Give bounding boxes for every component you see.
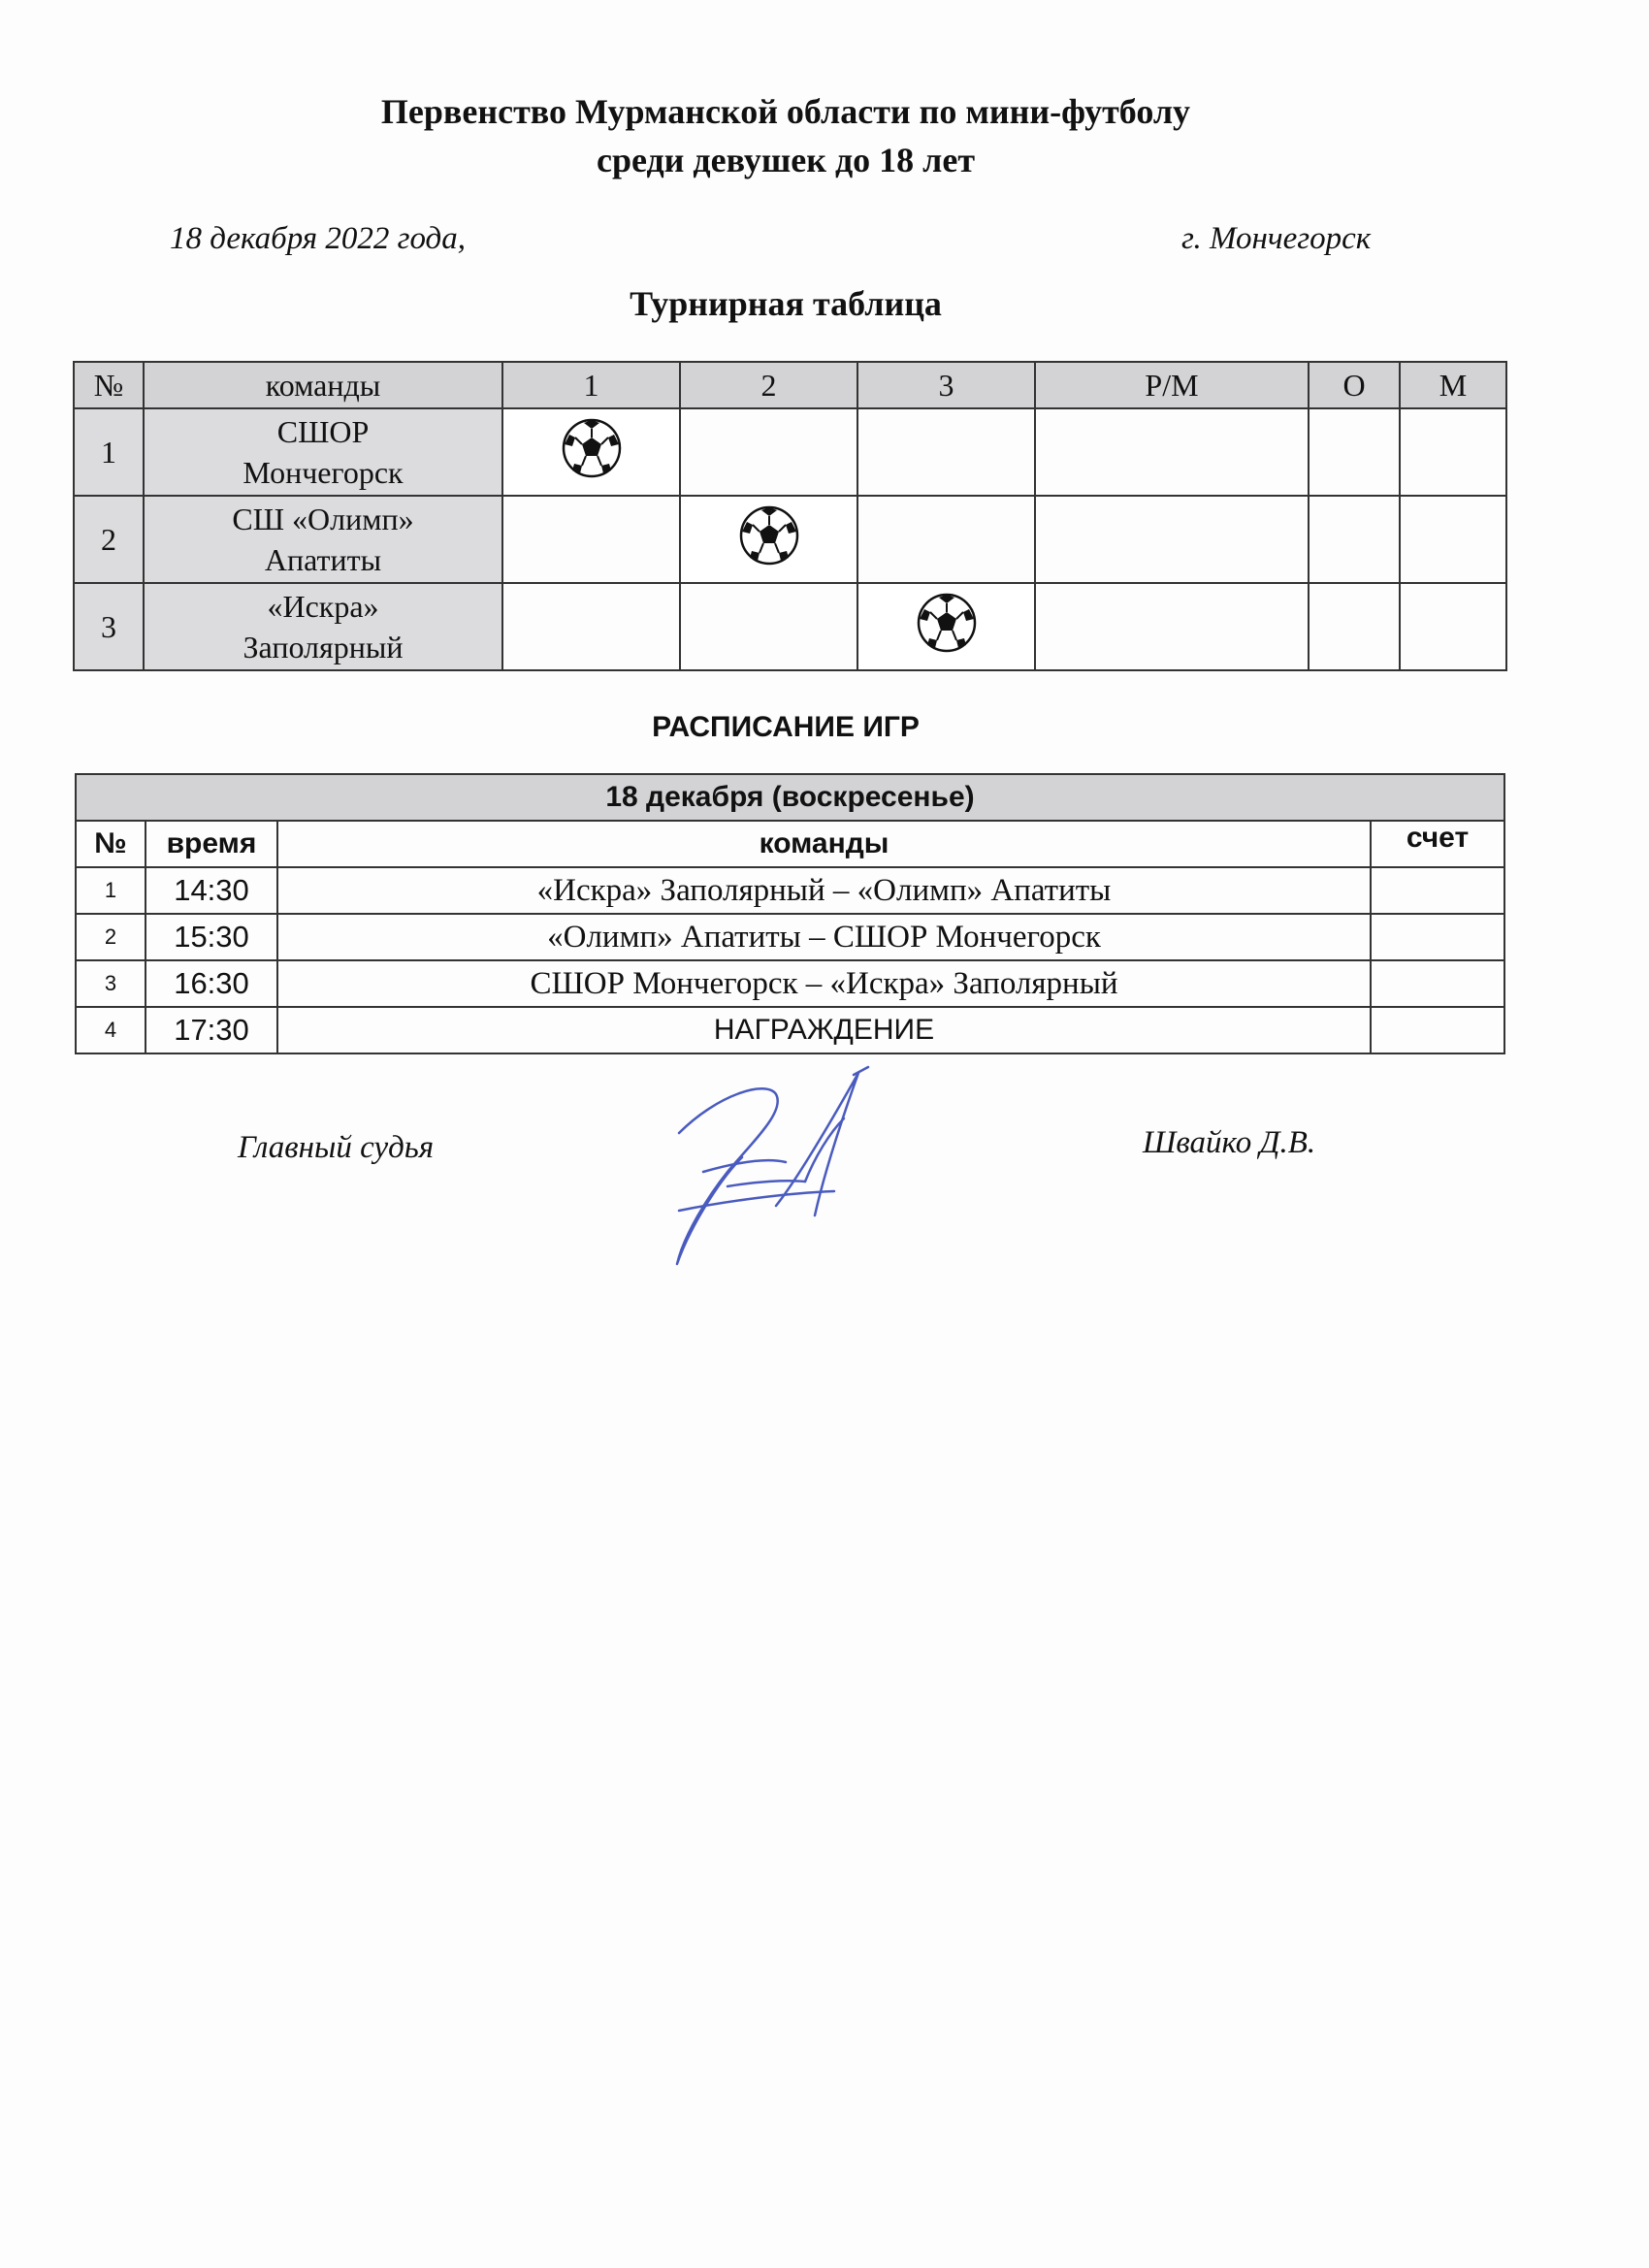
team-line-2: Заполярный (242, 630, 404, 664)
soccer-ball-icon (738, 504, 800, 567)
header-score: счет (1371, 821, 1504, 867)
schedule-header-row (76, 821, 1504, 867)
match-time: 14:30 (146, 867, 277, 914)
diagonal-cell (502, 408, 680, 496)
schedule-table (75, 773, 1505, 1054)
team-name (144, 408, 502, 496)
row-num: 3 (74, 583, 144, 670)
standings-row (74, 408, 1506, 496)
match-num: 2 (76, 914, 146, 960)
team-line-1: «Искра» (267, 589, 379, 624)
match-time: 16:30 (146, 960, 277, 1007)
standings-row (74, 496, 1506, 583)
schedule-row (76, 867, 1504, 914)
row-num: 2 (74, 496, 144, 583)
schedule-row (76, 960, 1504, 1007)
match-time: 17:30 (146, 1007, 277, 1053)
schedule-row (76, 914, 1504, 960)
header-time: время (146, 821, 277, 867)
place-cell (1400, 496, 1506, 583)
judge-label: Главный судья (238, 1130, 435, 1165)
team-line-1: СШ «Олимп» (232, 502, 414, 536)
title-line-1: Первенство Мурманской области по мини-футболу (380, 92, 1191, 131)
team-name (144, 496, 502, 583)
goals-cell (1035, 408, 1309, 496)
standings-table (73, 361, 1507, 671)
header-goals: Р/М (1035, 362, 1309, 408)
header-place: М (1400, 362, 1506, 408)
match-num: 1 (76, 867, 146, 914)
match-time: 15:30 (146, 914, 277, 960)
match-teams: НАГРАЖДЕНИЕ (277, 1007, 1371, 1053)
diagonal-cell (680, 496, 857, 583)
points-cell (1309, 583, 1400, 670)
standings-row (74, 583, 1506, 670)
match-teams: «Искра» Заполярный – «Олимп» Апатиты (277, 867, 1371, 914)
result-cell (857, 496, 1035, 583)
judge-name: Швайко Д.В. (1143, 1125, 1316, 1160)
points-cell (1309, 496, 1400, 583)
event-date: 18 декабря 2022 года, (170, 221, 466, 256)
team-line-2: Апатиты (264, 542, 382, 577)
header-game-2: 2 (680, 362, 857, 408)
header-num: № (76, 821, 146, 867)
header-teams: команды (277, 821, 1371, 867)
match-num: 4 (76, 1007, 146, 1053)
match-num: 3 (76, 960, 146, 1007)
team-line-2: Мончегорск (242, 455, 404, 490)
soccer-ball-icon (561, 417, 623, 479)
team-name (144, 583, 502, 670)
header-points: О (1309, 362, 1400, 408)
signature-image (660, 1065, 902, 1269)
standings-header-row (74, 362, 1506, 408)
title-line-2: среди девушек до 18 лет (596, 141, 976, 179)
header-game-3: 3 (857, 362, 1035, 408)
match-teams: «Олимп» Апатиты – СШОР Мончегорск (277, 914, 1371, 960)
schedule-day: 18 декабря (воскресенье) (76, 774, 1504, 821)
match-score (1371, 914, 1504, 960)
goals-cell (1035, 496, 1309, 583)
schedule-title: РАСПИСАНИЕ ИГР (652, 711, 920, 743)
document-title (0, 87, 1571, 184)
match-score (1371, 1007, 1504, 1053)
standings-title: Турнирная таблица (630, 284, 942, 323)
row-num: 1 (74, 408, 144, 496)
goals-cell (1035, 583, 1309, 670)
result-cell (680, 408, 857, 496)
diagonal-cell (857, 583, 1035, 670)
header-num: № (74, 362, 144, 408)
result-cell (502, 583, 680, 670)
team-line-1: СШОР (276, 414, 370, 449)
match-score (1371, 867, 1504, 914)
place-cell (1400, 583, 1506, 670)
points-cell (1309, 408, 1400, 496)
result-cell (680, 583, 857, 670)
result-cell (857, 408, 1035, 496)
result-cell (502, 496, 680, 583)
schedule-row (76, 1007, 1504, 1053)
schedule-day-row (76, 774, 1504, 821)
event-city: г. Мончегорск (1181, 221, 1372, 256)
header-teams: команды (144, 362, 502, 408)
match-score (1371, 960, 1504, 1007)
header-game-1: 1 (502, 362, 680, 408)
match-teams: СШОР Мончегорск – «Искра» Заполярный (277, 960, 1371, 1007)
place-cell (1400, 408, 1506, 496)
soccer-ball-icon (916, 592, 978, 654)
